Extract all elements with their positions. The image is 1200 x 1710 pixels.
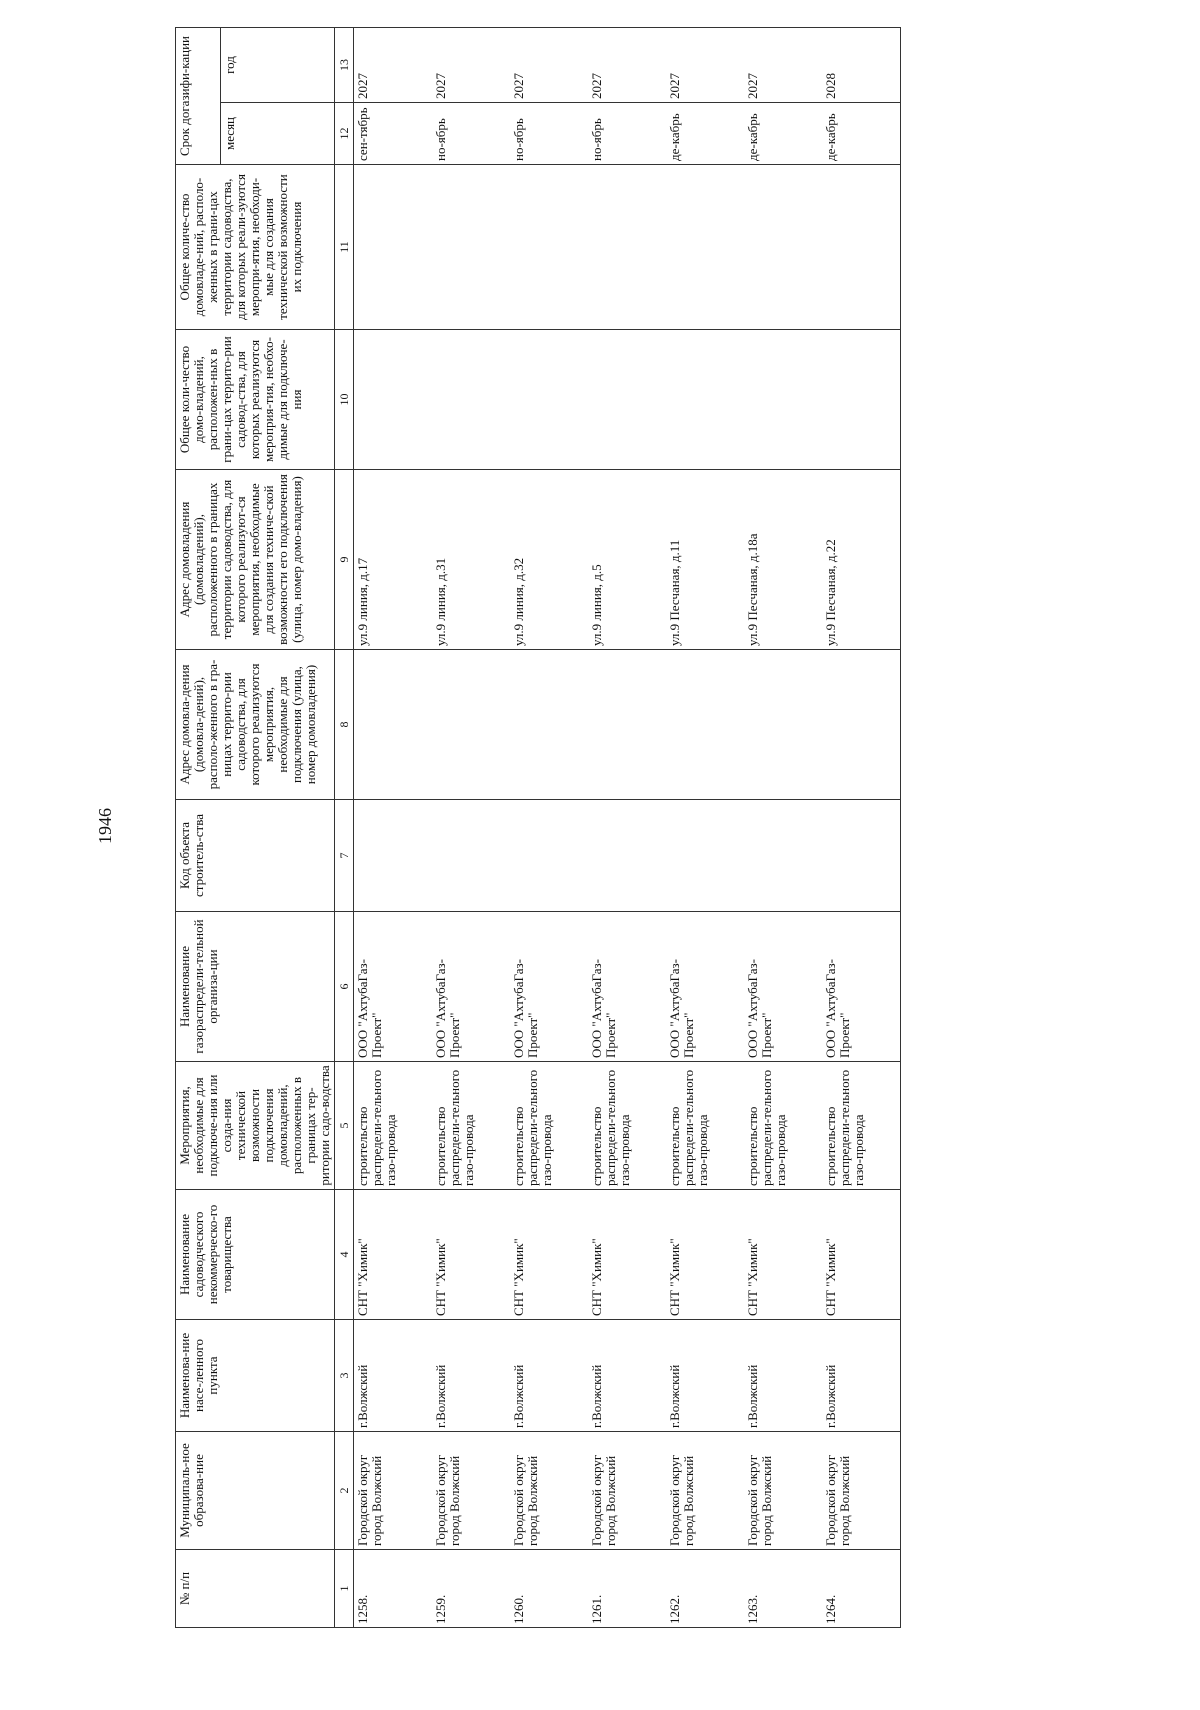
cell-code [666, 800, 744, 912]
cell-locality: г.Волжский [666, 1320, 744, 1432]
cell-count-connect [432, 330, 510, 470]
col-number: 7 [335, 800, 354, 912]
col-number: 1 [335, 1550, 354, 1628]
col-number: 6 [335, 912, 354, 1062]
cell-measure: строительство распредели-тельного газо-провода [510, 1062, 588, 1190]
cell-measure: строительство распредели-тельного газо-провода [822, 1062, 901, 1190]
header-year: год [221, 27, 335, 102]
cell-code [588, 800, 666, 912]
cell-measure: строительство распредели-тельного газо-провода [354, 1062, 433, 1190]
cell-addr-create: ул.9 линия, д.31 [432, 470, 510, 650]
cell-org: ООО "АхтубаГаз-Проект" [666, 912, 744, 1062]
cell-municipality: Городской округ город Волжский [354, 1432, 433, 1550]
cell-addr-connect [822, 650, 901, 800]
table-row [432, 27, 510, 1627]
cell-num: 1258. [354, 1550, 433, 1628]
cell-count-connect [822, 330, 901, 470]
header-address-create: Адрес домовладения (домовладений), расположенного в границах территории садоводства, для которого реализуют-ся мероприятия, необходимые для создания техниче-ской возможности его подключения (улица, номер домо-владения) [176, 470, 335, 650]
col-number: 9 [335, 470, 354, 650]
header-num: № п/п [176, 1550, 335, 1628]
gasification-table [175, 27, 901, 1628]
column-number-row [335, 27, 354, 1627]
cell-month: но-ябрь [510, 103, 588, 165]
cell-count-create [744, 165, 822, 330]
page-number-holder [0, 0, 115, 844]
col-number: 10 [335, 330, 354, 470]
header-locality: Наименова-ние насе-ленного пункта [176, 1320, 335, 1432]
cell-count-connect [510, 330, 588, 470]
cell-count-create [666, 165, 744, 330]
cell-locality: г.Волжский [822, 1320, 901, 1432]
cell-org: ООО "АхтубаГаз-Проект" [822, 912, 901, 1062]
cell-locality: г.Волжский [354, 1320, 433, 1432]
cell-count-create [432, 165, 510, 330]
table-row [510, 27, 588, 1627]
cell-measure: строительство распредели-тельного газо-провода [666, 1062, 744, 1190]
header-address-connect: Адрес домовла-дения (домовла-дений), располо-женного в гра-ницах террито-рии садоводства, для которого реализуются мероприятия, необходимые для подключения (улица, номер домовладения) [176, 650, 335, 800]
cell-addr-create: ул.9 Песчаная, д.11 [666, 470, 744, 650]
cell-year: 2027 [354, 27, 433, 102]
col-number: 12 [335, 103, 354, 165]
cell-count-connect [666, 330, 744, 470]
cell-locality: г.Волжский [510, 1320, 588, 1432]
col-number: 3 [335, 1320, 354, 1432]
cell-count-connect [354, 330, 433, 470]
cell-addr-create: ул.9 Песчаная, д.18а [744, 470, 822, 650]
cell-code [510, 800, 588, 912]
table-row [744, 27, 822, 1627]
cell-municipality: Городской округ город Волжский [432, 1432, 510, 1550]
col-number: 11 [335, 165, 354, 330]
cell-month: но-ябрь [588, 103, 666, 165]
cell-municipality: Городской округ город Волжский [510, 1432, 588, 1550]
cell-snt: СНТ "Химик" [822, 1190, 901, 1320]
table-row [588, 27, 666, 1627]
cell-num: 1259. [432, 1550, 510, 1628]
cell-snt: СНТ "Химик" [354, 1190, 433, 1320]
cell-num: 1262. [666, 1550, 744, 1628]
header-measures: Мероприятия, необходимые для подключе-ния или созда-ния технической возможности подключения домовладений, расположенных в границах тер-ритории садо-водства [176, 1062, 335, 1190]
cell-snt: СНТ "Химик" [588, 1190, 666, 1320]
cell-count-connect [744, 330, 822, 470]
header-snt: Наименование садоводческого некоммерческо-го товарищества [176, 1190, 335, 1320]
cell-measure: строительство распредели-тельного газо-провода [432, 1062, 510, 1190]
cell-num: 1261. [588, 1550, 666, 1628]
cell-month: де-кабрь [744, 103, 822, 165]
cell-municipality: Городской округ город Волжский [822, 1432, 901, 1550]
col-number: 8 [335, 650, 354, 800]
cell-code [744, 800, 822, 912]
col-number: 13 [335, 27, 354, 102]
cell-locality: г.Волжский [588, 1320, 666, 1432]
cell-municipality: Городской округ город Волжский [744, 1432, 822, 1550]
table-body [354, 27, 901, 1627]
cell-measure: строительство распредели-тельного газо-провода [588, 1062, 666, 1190]
cell-municipality: Городской округ город Волжский [588, 1432, 666, 1550]
cell-addr-connect [588, 650, 666, 800]
cell-addr-create: ул.9 линия, д.5 [588, 470, 666, 650]
cell-month: но-ябрь [432, 103, 510, 165]
cell-org: ООО "АхтубаГаз-Проект" [588, 912, 666, 1062]
table-row [666, 27, 744, 1627]
cell-addr-connect [510, 650, 588, 800]
cell-count-create [588, 165, 666, 330]
cell-count-connect [588, 330, 666, 470]
cell-measure: строительство распредели-тельного газо-провода [744, 1062, 822, 1190]
cell-org: ООО "АхтубаГаз-Проект" [510, 912, 588, 1062]
cell-month: де-кабрь [666, 103, 744, 165]
table-row [822, 27, 901, 1627]
cell-org: ООО "АхтубаГаз-Проект" [354, 912, 433, 1062]
cell-num: 1263. [744, 1550, 822, 1628]
cell-snt: СНТ "Химик" [744, 1190, 822, 1320]
col-number: 4 [335, 1190, 354, 1320]
cell-year: 2027 [744, 27, 822, 102]
rotated-page-content [175, 28, 1200, 1628]
cell-addr-create: ул.9 линия, д.32 [510, 470, 588, 650]
cell-code [822, 800, 901, 912]
cell-org: ООО "АхтубаГаз-Проект" [744, 912, 822, 1062]
header-object-code: Код объекта строитель-ства [176, 800, 335, 912]
header-gas-org: Наименование газораспредели-тельной организа-ции [176, 912, 335, 1062]
cell-locality: г.Волжский [432, 1320, 510, 1432]
cell-year: 2027 [666, 27, 744, 102]
cell-num: 1260. [510, 1550, 588, 1628]
cell-count-create [510, 165, 588, 330]
cell-municipality: Городской округ город Волжский [666, 1432, 744, 1550]
cell-addr-connect [666, 650, 744, 800]
cell-addr-create: ул.9 линия, д.17 [354, 470, 433, 650]
cell-snt: СНТ "Химик" [666, 1190, 744, 1320]
header-month: месяц [221, 103, 335, 165]
cell-num: 1264. [822, 1550, 901, 1628]
cell-year: 2028 [822, 27, 901, 102]
page-number: 1946 [95, 808, 115, 844]
cell-org: ООО "АхтубаГаз-Проект" [432, 912, 510, 1062]
cell-locality: г.Волжский [744, 1320, 822, 1432]
table-row [354, 27, 433, 1627]
cell-snt: СНТ "Химик" [510, 1190, 588, 1320]
cell-addr-connect [354, 650, 433, 800]
cell-addr-connect [432, 650, 510, 800]
cell-year: 2027 [588, 27, 666, 102]
col-number: 2 [335, 1432, 354, 1550]
header-municipality: Муниципаль-ное образова-ние [176, 1432, 335, 1550]
cell-code [432, 800, 510, 912]
header-count-create: Общее количе-ство домовладе-ний, располо-женных в грани-цах территории садоводства, для которых реали-зуются меропри-ятия, необходи-мые для создания технической возможности их подключения [176, 165, 335, 330]
cell-year: 2027 [510, 27, 588, 102]
cell-count-create [354, 165, 433, 330]
cell-year: 2027 [432, 27, 510, 102]
cell-addr-connect [744, 650, 822, 800]
col-number: 5 [335, 1062, 354, 1190]
cell-count-create [822, 165, 901, 330]
cell-code [354, 800, 433, 912]
table-header [176, 27, 354, 1627]
header-deadline: Срок догазифи-кации [176, 27, 221, 164]
cell-month: де-кабрь [822, 103, 901, 165]
header-count-connect: Общее коли-чество домо-владений, расположен-ных в грани-цах террито-рии садовод-ства, для которых реализуются мероприя-тия, необхо-димые для подключе-ния [176, 330, 335, 470]
cell-addr-create: ул.9 Песчаная, д.22 [822, 470, 901, 650]
cell-month: сен-тябрь [354, 103, 433, 165]
cell-snt: СНТ "Химик" [432, 1190, 510, 1320]
